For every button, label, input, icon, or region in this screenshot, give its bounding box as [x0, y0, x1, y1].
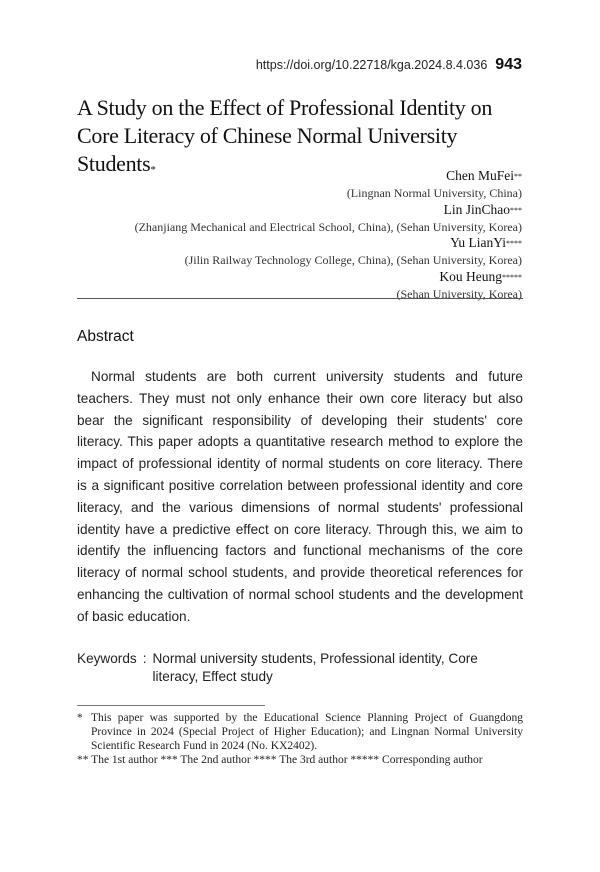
footnote-divider: [77, 705, 265, 706]
author-affiliation: (Lingnan Normal University, China): [346, 186, 522, 200]
keywords-text: Normal university students, Professional identity, Core literacy, Effect study: [152, 651, 478, 684]
keywords-separator: :: [142, 651, 147, 666]
header-divider: [77, 298, 523, 299]
author-name-text: Lin JinChao: [443, 201, 510, 217]
funding-footnote-mark: *: [77, 712, 83, 724]
author-mark: **: [514, 172, 522, 181]
page-number: 943: [495, 56, 522, 73]
abstract-heading: Abstract: [77, 328, 134, 345]
funding-footnote: [77, 711, 523, 753]
author-mark: *****: [502, 272, 522, 282]
author-name: [135, 202, 522, 220]
page-header: [256, 56, 522, 74]
keywords-block: [77, 650, 523, 686]
author-name: [135, 235, 522, 253]
abstract-body: Normal students are both current university students and future teachers. They must not only enhance their own core literacy but also bear the significant responsibility of developing their students' core literacy. This paper adopts a quantitative research method to explore the impact of professional identity of normal students on core literacy. There is a significant positive correlation between professional identity and core literacy, and the various dimensions of normal students' professional identity have a predictive effect on core literacy. Through this, we aim to identify the influencing factors and functional mechanisms of the core literacy of normal school students, and provide theoretical references for enhancing the cultivation of normal school students and the development of basic education.: [77, 369, 523, 624]
author-name-text: Yu LianYi: [450, 235, 506, 250]
author-name-text: Chen MuFei: [446, 168, 514, 183]
doi-link[interactable]: https://doi.org/10.22718/kga.2024.8.4.036: [255, 58, 488, 72]
author-mark: ****: [506, 239, 522, 248]
author-roles-footnote: ** The 1st author *** The 2nd author **** The 3rd author ***** Corresponding author: [77, 754, 483, 766]
author-affiliation: (Jilin Railway Technology College, China), (Sehan University, Korea): [184, 253, 522, 267]
funding-footnote-text: This paper was supported by the Educational Science Planning Project of Guangdong Province in 2024 (Special Project of Higher Education); and Lingnan Normal University Scientific Research Fund in 2024 (No. KX2402).: [91, 712, 523, 752]
author-mark: ***: [510, 205, 522, 215]
author-name-text: Kou Heung: [439, 268, 502, 284]
author-block: [135, 168, 522, 302]
paper-title-text: A Study on the Effect of Professional Identity on Core Literacy of Chinese Normal University Students: [77, 95, 493, 176]
author-name: [135, 168, 522, 186]
keywords-label: Keywords: [77, 651, 137, 666]
author-name: [135, 269, 522, 287]
author-affiliation: (Zhanjiang Mechanical and Electrical School, China), (Sehan University, Korea): [134, 219, 522, 234]
footnotes: [77, 711, 523, 767]
author-affiliation: (Sehan University, Korea): [396, 286, 522, 301]
title-footnote-mark: *: [150, 164, 156, 176]
